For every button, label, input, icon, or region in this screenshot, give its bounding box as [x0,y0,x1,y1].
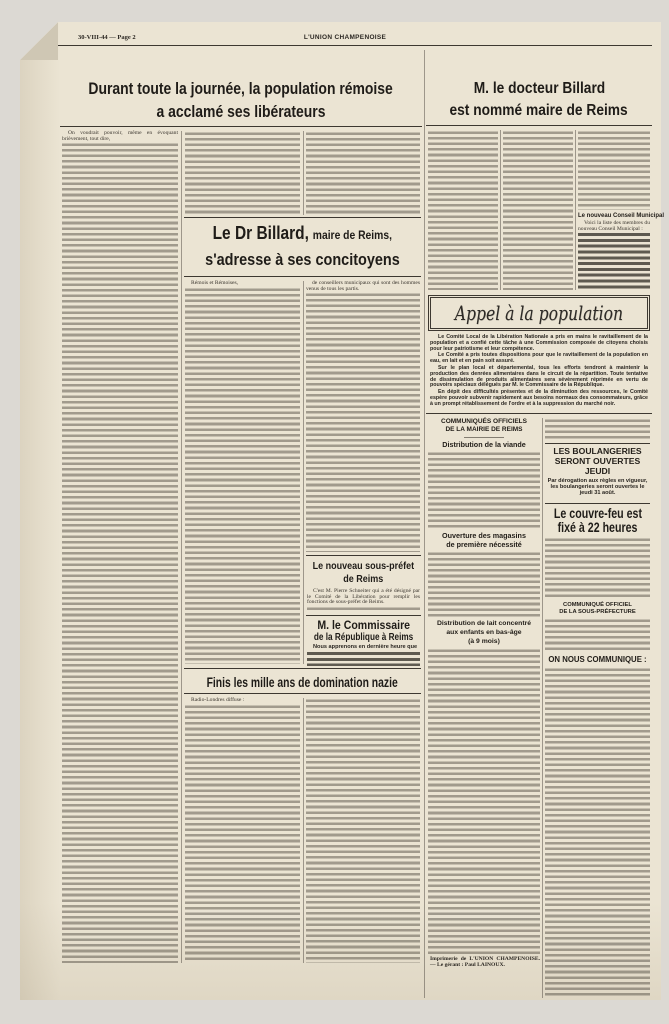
billard-speech-headline-line-2 [184,247,421,272]
billard-nomme-headline-text-2: est nommé maire de Reims [449,102,629,119]
text-lines [307,651,420,666]
billard-speech-rule-top [184,217,421,218]
billard-nomme-headline-line-2 [426,100,652,122]
nazi-end-column-1 [185,698,300,963]
nazi-end-column-2 [306,698,420,963]
mairie-lait-subhead-2: aux enfants en bas-âge [446,629,522,636]
billard-nomme-headline-line-1 [426,78,652,100]
on-nous-communique-heading: ON NOUS COMMUNIQUE : [548,655,647,664]
mairie-magasins-subhead-1: Ouverture des magasins [442,531,526,540]
billard-speech-headline-text-2: s'adresse à ses concitoyens [205,249,400,269]
text-lines [185,287,300,664]
appel-rule-bottom [426,413,652,414]
appel-paragraph: En dépit des difficultés présentes et de la diminution des ressources, le Comité espère pouvoir subvenir rapidement aux besoins normaux des consommateurs, grâce à un prompt rétablissement de l'ordre et à la suppression du marché noir. [430,388,648,407]
billard-nomme-rule [426,125,652,126]
sous-prefet-headline-text-1: Le nouveau sous-préfet [312,561,415,572]
sous-prefecture-heading-1: COMMUNIQUÉ OFFICIEL [563,602,632,608]
lead-headline-text-2: a acclamé ses libérateurs [156,102,326,121]
lead-headline-line-1 [60,78,422,100]
conseil-subhead: Le nouveau Conseil Municipal [578,213,665,219]
column-rule [303,131,304,215]
billard-nomme-column-3 [578,130,650,210]
couvre-feu-text-2: fixé à 22 heures [557,518,638,535]
mairie-heading-rule [464,437,504,438]
mairie-heading-1: COMMUNIQUÉS OFFICIELS [441,418,527,425]
masthead-paper-name: L'UNION CHAMPENOISE [303,34,387,41]
appel-paragraph: Le Comité a pris toutes dispositions pour que le ravitaillement de la population en eau, en lait et en pain soit assuré. [430,352,648,365]
folded-corner [20,22,58,60]
sous-prefecture-heading-2: DE LA SOUS-PRÉFECTURE [559,609,636,615]
billard-speech-rule-bottom [184,276,421,277]
appel-paragraph: Le Comité Local de la Libération Nationale a pris en mains le ravitaillement de la population et a confié cette tâche à une Commission composée de citoyens choisis pour leur patriotisme et leur compétence. [430,334,648,352]
boulangeries-text: Par dérogation aux règles en vigueur, les boulangeries seront ouvertes le jeudi 31 août. [547,478,648,496]
text-lines [428,648,540,954]
billard-speech-headline-name: Le Dr Billard, [212,223,310,243]
nazi-end-rule-bottom [184,693,421,694]
billard-speech-headline-wrap [213,223,392,244]
text-lines [62,142,178,963]
mairie-magasins-subhead-2: de première nécessité [446,540,522,549]
continued-text [545,418,650,440]
mairie-lait-subhead-3: (à 9 mois) [468,638,500,645]
nazi-end-rule-top [184,668,421,669]
nazi-end-headline-text: Finis les mille ans de domination nazie [206,673,399,690]
lead-article-column-2 [185,131,300,215]
text-lines [428,451,540,530]
conseil-list [578,221,650,290]
text-lines [185,131,300,215]
section-divider [424,50,425,998]
mairie-magasins-text [428,551,540,617]
nazi-end-headline [184,671,421,692]
column-rule [542,418,543,998]
mairie-viande-text [428,451,540,530]
commissaire-headline-line-1 [306,618,421,631]
appel-headline: Appel à la population [454,301,624,325]
appel-headline-box [428,295,650,331]
billard-speech-column-2-opening: de conseillers municipaux qui sont des hommes venus de tous les partis. [306,280,420,292]
billard-speech-column-1 [185,281,300,664]
appel-text [430,335,648,412]
commissaire-rule-top [306,615,421,616]
column-rule [303,281,304,664]
text-lines [185,704,300,963]
boulangeries-line-1: LES BOULANGERIES [553,446,642,456]
couvre-feu-text [545,537,650,600]
imprint: Imprimerie de L'UNION CHAMPENOISE. — Le gérant : Paul LAINOUX. [430,956,540,969]
lead-article-opening: On voudrait pouvoir, même en évoquant brièvement, tout dire, [62,130,178,142]
couvre-feu-text-1: Le couvre-feu est [553,504,642,521]
conseil-intro: Voici la liste des membres du nouveau Conseil Municipal : [578,220,650,232]
column-rule [500,130,501,290]
commissaire-opening: Nous apprenons en dernière heure que [313,644,418,650]
billard-speech-salutation: Rémois et Rémoises, [191,280,239,286]
text-lines [306,292,420,552]
text-lines [307,606,420,613]
text-lines [545,618,650,652]
lead-headline-line-2 [60,101,422,123]
sous-prefecture-text [545,618,650,652]
text-lines [306,131,420,215]
sous-prefet-headline-line-2 [306,573,421,586]
billard-nomme-headline-text-1: M. le docteur Billard [473,80,605,97]
column-rule [575,130,576,290]
column-rule [303,698,304,963]
text-lines [545,537,650,600]
appel-paragraph: Sur le plan local et départemental, tous les efforts tendront à maintenir la production des denrées alimentaires dans le circuit de la répartition. Toute tentative de dissimulation de produits alimentaires sera sévèrement réprimée en vertu de pouvoirs spéciaux délégués par M. le Commissaire de la République. [430,364,648,389]
commissaire-text [307,645,420,666]
mairie-lait-subhead-1: Distribution de lait concentré [436,620,532,627]
billard-speech-column-2 [306,281,420,552]
sous-prefet-text [307,589,420,613]
lead-headline-rule [60,126,422,127]
boulangeries-line-2: SERONT OUVERTES [554,456,641,466]
billard-speech-headline-title: maire de Reims, [313,228,393,242]
commissaire-headline-text-2: de la République à Reims [313,632,414,643]
text-lines [306,698,420,963]
boulangeries-rule-top [545,443,650,444]
billard-nomme-column-2 [503,130,573,290]
masthead-rule [58,45,652,46]
text-lines [545,667,650,997]
commissaire-headline-line-2 [306,631,421,644]
sous-prefet-opening: C'est M. Pierre Schneiter qui a été désigné par le Comité de la Libération pour remplir les fonctions de sous-préfet de Reims. [307,588,420,606]
mairie-heading-2: DE LA MAIRIE DE REIMS [445,426,523,433]
text-lines [428,551,540,617]
text-lines [545,418,650,440]
text-lines [578,232,650,290]
sous-prefet-rule-top [306,555,421,556]
couvre-feu-line-2 [545,519,650,534]
on-nous-communique-text [545,667,650,997]
mairie-viande-subhead: Distribution de la viande [442,440,526,449]
sous-prefet-headline-line-1 [306,560,421,573]
text-lines [428,130,498,290]
nazi-end-opening: Radio-Londres diffuse : [191,697,245,703]
column-rule [181,131,182,963]
lead-article-column-1 [62,131,178,963]
text-lines [578,130,650,210]
boulangeries-line-3: JEUDI [584,466,611,476]
lead-article-column-3 [306,131,420,215]
mairie-lait-text [428,648,540,954]
billard-speech-headline-line-1 [184,221,421,246]
commissaire-headline-text-1: M. le Commissaire [317,617,410,632]
masthead-date-page: 30-VIII-44 — Page 2 [78,34,136,41]
text-lines [503,130,573,290]
billard-nomme-column-1 [428,130,498,290]
sous-prefet-headline-text-2: de Reims [343,574,384,585]
lead-headline-text-1: Durant toute la journée, la population rémoise [88,79,394,98]
